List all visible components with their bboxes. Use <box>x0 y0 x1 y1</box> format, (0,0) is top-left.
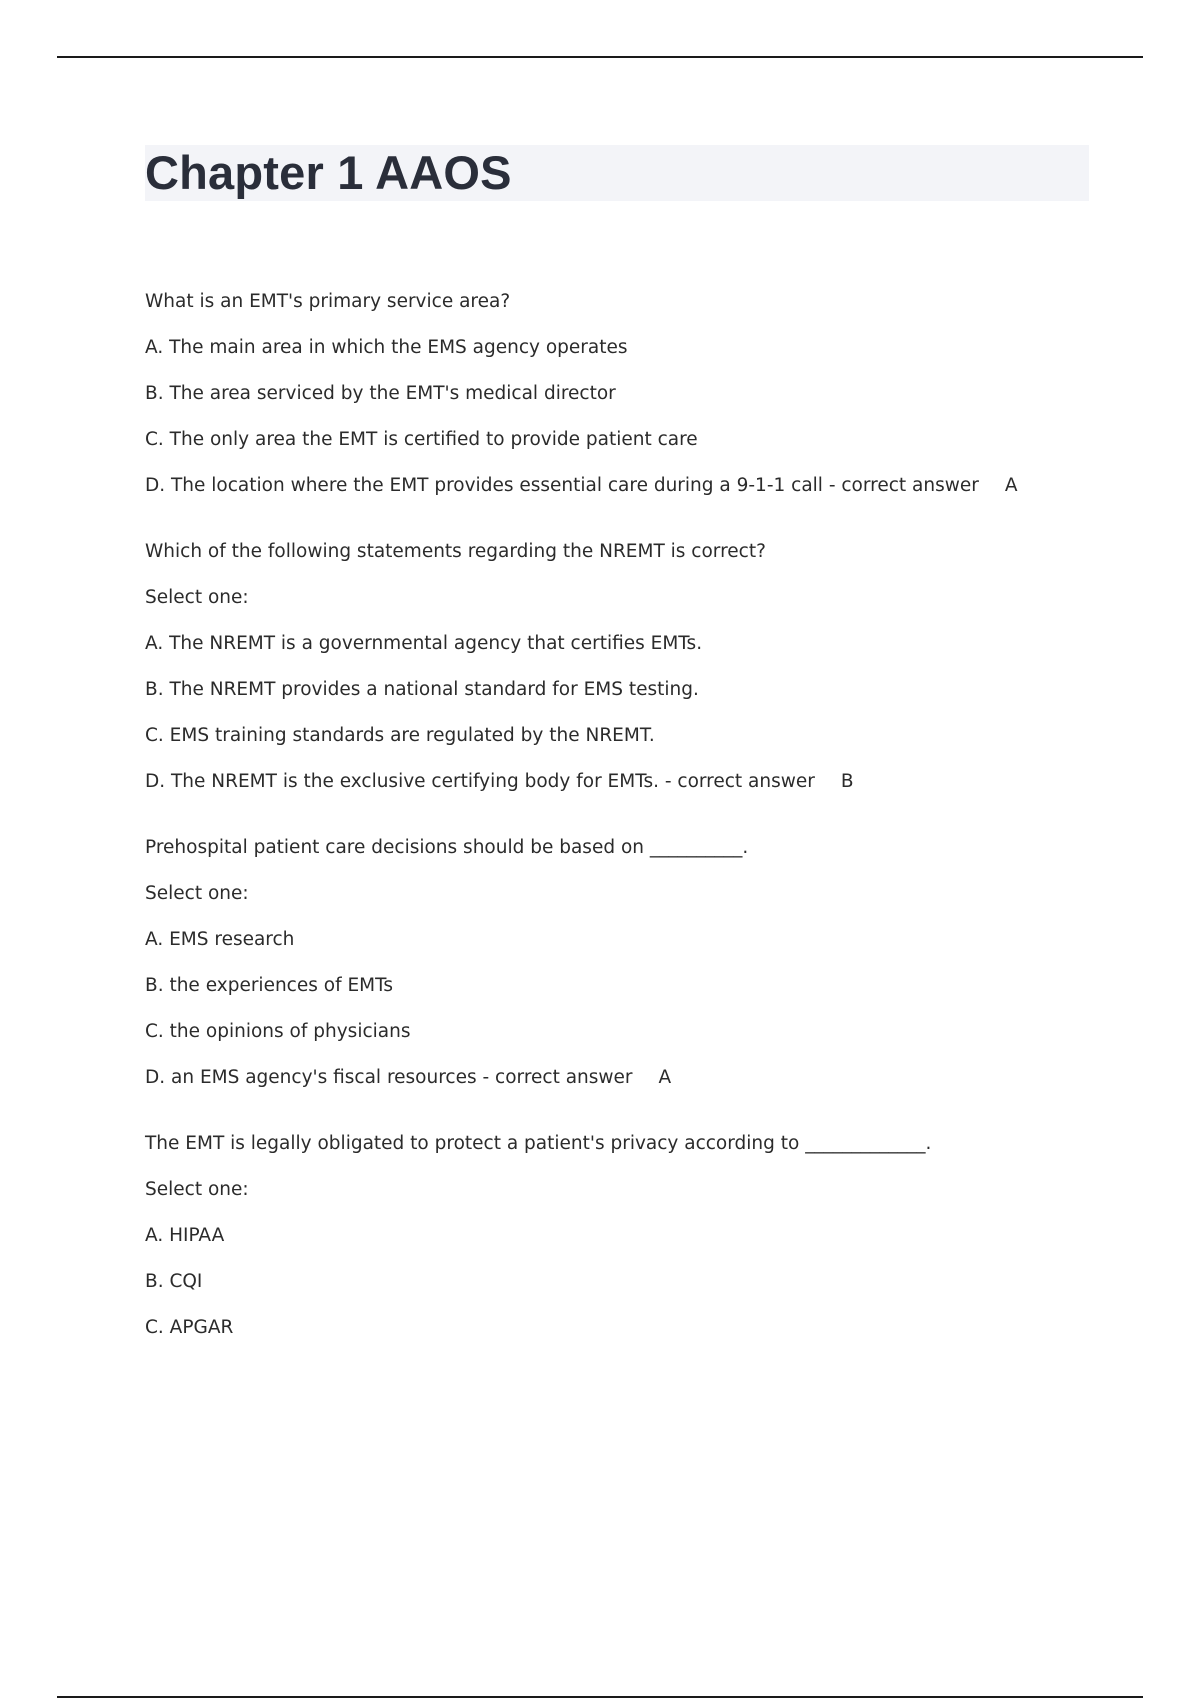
option-b: B. the experiences of EMTs <box>145 975 393 996</box>
question-list <box>145 290 1105 1382</box>
option-c: C. EMS training standards are regulated by the NREMT. <box>145 725 655 746</box>
correct-answer-key: A <box>658 1067 672 1088</box>
question-2 <box>145 540 1105 793</box>
option-b: B. CQI <box>145 1271 203 1292</box>
question-prompt: The EMT is legally obligated to protect a patient's privacy according to _____________. <box>145 1133 932 1154</box>
option-d-row <box>145 1066 1105 1089</box>
option-d: D. The NREMT is the exclusive certifying body for EMTs. - correct answer <box>145 771 815 792</box>
question-3 <box>145 836 1105 1089</box>
option-c: C. APGAR <box>145 1317 234 1338</box>
correct-answer-key: A <box>1004 475 1018 496</box>
top-rule <box>57 56 1143 58</box>
question-prompt: Prehospital patient care decisions should be based on __________. <box>145 837 749 858</box>
correct-answer-key: B <box>840 771 854 792</box>
option-d: D. The location where the EMT provides essential care during a 9-1-1 call - correct answer <box>145 475 979 496</box>
page-title: Chapter 1 AAOS <box>145 146 512 199</box>
bottom-rule <box>57 1696 1143 1698</box>
option-d: D. an EMS agency's fiscal resources - correct answer <box>145 1067 633 1088</box>
option-c: C. The only area the EMT is certified to provide patient care <box>145 429 698 450</box>
option-a: A. HIPAA <box>145 1225 225 1246</box>
question-prompt: What is an EMT's primary service area? <box>145 291 511 312</box>
select-one-label: Select one: <box>145 587 249 608</box>
option-a: A. The NREMT is a governmental agency that certifies EMTs. <box>145 633 703 654</box>
option-d-row <box>145 770 1105 793</box>
question-1 <box>145 290 1105 497</box>
select-one-label: Select one: <box>145 883 249 904</box>
option-c: C. the opinions of physicians <box>145 1021 411 1042</box>
question-4 <box>145 1132 1105 1339</box>
option-b: B. The NREMT provides a national standard for EMS testing. <box>145 679 699 700</box>
select-one-label: Select one: <box>145 1179 249 1200</box>
option-b: B. The area serviced by the EMT's medical director <box>145 383 616 404</box>
option-a: A. The main area in which the EMS agency operates <box>145 337 628 358</box>
question-prompt: Which of the following statements regarding the NREMT is correct? <box>145 541 766 562</box>
option-d-row <box>145 474 1105 497</box>
option-a: A. EMS research <box>145 929 295 950</box>
